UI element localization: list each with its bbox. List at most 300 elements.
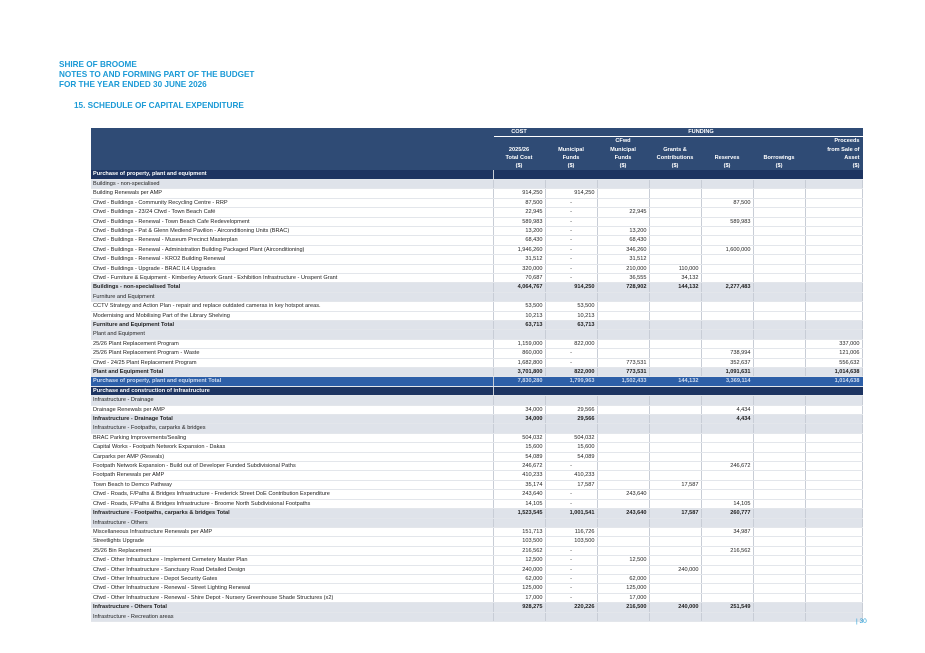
cell-value: 87,500 — [493, 198, 545, 207]
col-head — [753, 146, 805, 154]
cell-value — [597, 480, 649, 489]
cell-value: 144,132 — [649, 283, 701, 292]
table-row — [91, 358, 862, 367]
cell-value: 410,233 — [545, 471, 597, 480]
cell-value — [805, 452, 862, 461]
cell-value — [805, 236, 862, 245]
cell-value — [805, 490, 862, 499]
cell-value — [753, 320, 805, 329]
cell-value: 17,000 — [493, 593, 545, 602]
cell-value — [493, 424, 545, 433]
cell-value — [701, 208, 753, 217]
subsection-row — [91, 330, 862, 339]
cell-value: - — [545, 264, 597, 273]
row-label: Miscellaneous Infrastructure Renewals per AMP — [91, 527, 493, 536]
cell-value: 17,587 — [545, 480, 597, 489]
row-label: Carparks per AMP (Reseals) — [91, 452, 493, 461]
cell-value — [597, 339, 649, 348]
cell-value — [649, 198, 701, 207]
cell-value — [701, 443, 753, 452]
col-head: ($) — [545, 162, 597, 170]
cell-value — [701, 593, 753, 602]
cell-value — [701, 452, 753, 461]
table-row — [91, 226, 862, 235]
cell-value — [805, 433, 862, 442]
cell-value: 822,000 — [545, 339, 597, 348]
cell-value: - — [545, 208, 597, 217]
table-row — [91, 198, 862, 207]
cell-value: 1,682,800 — [493, 358, 545, 367]
cell-value — [597, 443, 649, 452]
cell-value — [753, 179, 805, 188]
cell-value — [649, 236, 701, 245]
cell-value — [597, 349, 649, 358]
row-label: 25/26 Plant Replacement Program — [91, 339, 493, 348]
grand-total-row — [91, 377, 862, 386]
cell-value — [493, 518, 545, 527]
cell-value: 14,105 — [493, 499, 545, 508]
cell-value: 22,945 — [597, 208, 649, 217]
cell-value — [597, 471, 649, 480]
cell-value — [649, 527, 701, 536]
cell-value — [805, 480, 862, 489]
row-label: Purchase and construction of infrastructure — [91, 386, 493, 395]
cell-value: 70,687 — [493, 273, 545, 282]
row-label: Plant and Equipment Total — [91, 368, 493, 377]
cell-value: 13,200 — [597, 226, 649, 235]
col-head: Total Cost — [493, 154, 545, 162]
cell-value — [805, 217, 862, 226]
table-row — [91, 349, 862, 358]
table-row — [91, 471, 862, 480]
cell-value — [597, 415, 649, 424]
row-label: 25/26 Plant Replacement Program - Waste — [91, 349, 493, 358]
cell-value — [753, 565, 805, 574]
cell-value — [701, 264, 753, 273]
cell-value — [597, 320, 649, 329]
col-head — [753, 137, 805, 146]
cell-value: - — [545, 245, 597, 254]
cell-value: 31,512 — [493, 255, 545, 264]
row-label: Capital Works - Footpath Network Expansion - Dakas — [91, 443, 493, 452]
cell-value — [701, 292, 753, 301]
row-label: Cfwd - Buildings - Pat & Glenn Medlend Pavilion - Airconditioning Units (BRAC) — [91, 226, 493, 235]
col-head: ($) — [753, 162, 805, 170]
cell-value — [649, 593, 701, 602]
table-row — [91, 208, 862, 217]
cell-value — [753, 584, 805, 593]
cell-value: 1,091,631 — [701, 368, 753, 377]
cell-value: 34,132 — [649, 273, 701, 282]
col-head: Municipal — [545, 146, 597, 154]
table-row — [91, 245, 862, 254]
col-head: CFwd — [597, 137, 649, 146]
cell-value — [649, 208, 701, 217]
cell-value — [649, 433, 701, 442]
cell-value — [597, 518, 649, 527]
table-row — [91, 433, 862, 442]
cell-value — [649, 189, 701, 198]
cell-value: - — [545, 593, 597, 602]
cell-value: 15,600 — [493, 443, 545, 452]
cell-value: 914,250 — [545, 283, 597, 292]
col-head: Funds — [545, 154, 597, 162]
cell-value — [701, 396, 753, 405]
table-row — [91, 490, 862, 499]
col-head: ($) — [701, 162, 753, 170]
total-row — [91, 509, 862, 518]
cell-value: 346,260 — [597, 245, 649, 254]
cell-value — [805, 518, 862, 527]
cell-value: 504,032 — [493, 433, 545, 442]
cell-value: - — [545, 358, 597, 367]
document-period: FOR THE YEAR ENDED 30 JUNE 2026 — [59, 80, 207, 89]
cell-value: 210,000 — [597, 264, 649, 273]
cell-value: 151,713 — [493, 527, 545, 536]
cell-value: 10,213 — [545, 311, 597, 320]
col-head: ($) — [597, 162, 649, 170]
cell-value — [597, 189, 649, 198]
cell-value — [805, 584, 862, 593]
cell-value — [701, 433, 753, 442]
cell-value: 216,562 — [493, 546, 545, 555]
cell-value — [649, 217, 701, 226]
document-title: NOTES TO AND FORMING PART OF THE BUDGET — [59, 70, 255, 79]
cell-value — [753, 217, 805, 226]
cell-value — [597, 537, 649, 546]
cell-value: 1,799,963 — [545, 377, 597, 386]
table-row — [91, 565, 862, 574]
col-head — [649, 137, 701, 146]
cell-value: 62,000 — [493, 574, 545, 583]
cell-value — [649, 462, 701, 471]
cell-value — [545, 170, 597, 179]
cell-value: 103,500 — [545, 537, 597, 546]
row-label: Furniture and Equipment Total — [91, 320, 493, 329]
cell-value — [649, 292, 701, 301]
cell-value — [753, 537, 805, 546]
cell-value: 17,000 — [597, 593, 649, 602]
cell-value — [701, 574, 753, 583]
cell-value — [545, 612, 597, 621]
cell-value — [649, 170, 701, 179]
cell-value — [597, 499, 649, 508]
cell-value — [805, 424, 862, 433]
row-label: Buildings - non-specialised Total — [91, 283, 493, 292]
cell-value — [753, 499, 805, 508]
cell-value: 17,587 — [649, 480, 701, 489]
table-row — [91, 452, 862, 461]
cell-value: 216,562 — [701, 546, 753, 555]
cell-value — [649, 255, 701, 264]
row-label: Footpath Renewals per AMP — [91, 471, 493, 480]
cell-value: 1,014,638 — [805, 368, 862, 377]
cell-value: - — [545, 198, 597, 207]
row-label: Cfwd - Other Infrastructure - Renewal - Shire Depot - Nursery Greenhouse Shade Structures (x2) — [91, 593, 493, 602]
cell-value: 246,672 — [701, 462, 753, 471]
cell-value — [805, 189, 862, 198]
cell-value: 240,000 — [493, 565, 545, 574]
cell-value — [805, 396, 862, 405]
cell-value — [597, 462, 649, 471]
col-head: Reserves — [701, 154, 753, 162]
cell-value: - — [545, 217, 597, 226]
col-head: Contributions — [649, 154, 701, 162]
cell-value — [753, 490, 805, 499]
row-label: Cfwd - Buildings - 23/24 Cfwd - Town Beach Café — [91, 208, 493, 217]
cell-value — [545, 292, 597, 301]
cell-value — [753, 462, 805, 471]
cell-value: 34,000 — [493, 405, 545, 414]
cell-value — [753, 480, 805, 489]
cell-value — [805, 415, 862, 424]
cell-value — [701, 471, 753, 480]
funding-group-label: FUNDING — [649, 128, 753, 137]
cell-value: 410,233 — [493, 471, 545, 480]
cell-value: 121,006 — [805, 349, 862, 358]
row-label: Modernising and Mobilising Part of the Library Shelving — [91, 311, 493, 320]
row-label: Cfwd - Other Infrastructure - Depot Security Gates — [91, 574, 493, 583]
row-label: Furniture and Equipment — [91, 292, 493, 301]
table-row — [91, 527, 862, 536]
cell-value — [701, 236, 753, 245]
cell-value — [649, 471, 701, 480]
cell-value — [805, 386, 862, 395]
cell-value — [649, 226, 701, 235]
cell-value: 240,000 — [649, 603, 701, 612]
cell-value — [545, 386, 597, 395]
cell-value — [805, 603, 862, 612]
row-label: Cfwd - Buildings - Renewal - Museum Precinct Masterplan — [91, 236, 493, 245]
cell-value: 68,430 — [493, 236, 545, 245]
cell-value — [649, 179, 701, 188]
table-row — [91, 273, 862, 282]
cell-value — [701, 490, 753, 499]
cell-value — [805, 471, 862, 480]
row-label: 25/26 Bin Replacement — [91, 546, 493, 555]
cell-value — [649, 368, 701, 377]
cell-value — [597, 546, 649, 555]
cell-value: 738,994 — [701, 349, 753, 358]
cell-value: 337,000 — [805, 339, 862, 348]
cell-value — [701, 480, 753, 489]
cell-value — [493, 170, 545, 179]
row-label: Plant and Equipment — [91, 330, 493, 339]
cell-value: 1,523,545 — [493, 509, 545, 518]
row-label: Cfwd - Buildings - Renewal - Administration Building Packaged Plant (Airconditioning) — [91, 245, 493, 254]
cell-value — [805, 574, 862, 583]
row-label: Purchase of property, plant and equipment Total — [91, 377, 493, 386]
cell-value: 13,200 — [493, 226, 545, 235]
cell-value — [597, 217, 649, 226]
row-label: Infrastructure - Others Total — [91, 603, 493, 612]
row-label: BRAC Parking Improvements/Sealing — [91, 433, 493, 442]
cell-value: - — [545, 236, 597, 245]
cell-value — [649, 546, 701, 555]
subsection-row — [91, 424, 862, 433]
row-label: Cfwd - Furniture & Equipment - Kimberley Artwork Grant - Exhibition Infrastructure - Unspent Grant — [91, 273, 493, 282]
cell-value — [649, 584, 701, 593]
cell-value: - — [545, 349, 597, 358]
cell-value: 103,500 — [493, 537, 545, 546]
cell-value: 320,000 — [493, 264, 545, 273]
cell-value — [649, 537, 701, 546]
cell-value: 62,000 — [597, 574, 649, 583]
cell-value: - — [545, 273, 597, 282]
table-row — [91, 499, 862, 508]
table-row — [91, 264, 862, 273]
page-number: | 30 — [856, 618, 867, 625]
cell-value: 914,250 — [545, 189, 597, 198]
cell-value — [701, 255, 753, 264]
cell-value — [545, 396, 597, 405]
cell-value — [597, 198, 649, 207]
cell-value — [753, 593, 805, 602]
cost-group-label: COST — [493, 128, 545, 137]
table-row — [91, 462, 862, 471]
cell-value — [805, 556, 862, 565]
table-row — [91, 556, 862, 565]
cell-value — [753, 208, 805, 217]
cell-value — [753, 236, 805, 245]
total-row — [91, 415, 862, 424]
row-label: Drainage Renewals per AMP — [91, 405, 493, 414]
cell-value: 216,500 — [597, 603, 649, 612]
cell-value — [597, 527, 649, 536]
cell-value — [753, 189, 805, 198]
subsection-row — [91, 179, 862, 188]
cell-value — [701, 518, 753, 527]
cell-value — [753, 612, 805, 621]
cell-value — [753, 368, 805, 377]
cell-value — [753, 415, 805, 424]
cell-value: 35,174 — [493, 480, 545, 489]
cell-value — [597, 179, 649, 188]
cell-value: 29,566 — [545, 415, 597, 424]
cell-value: 14,105 — [701, 499, 753, 508]
cell-value — [649, 311, 701, 320]
row-label: Cfwd - Roads, F/Paths & Bridges Infrastructure - Frederick Street DoE Contribution Expenditure — [91, 490, 493, 499]
cell-value: 1,159,000 — [493, 339, 545, 348]
cell-value — [805, 311, 862, 320]
cell-value — [753, 283, 805, 292]
cell-value: 556,632 — [805, 358, 862, 367]
cell-value — [493, 292, 545, 301]
row-label: Infrastructure - Drainage — [91, 396, 493, 405]
cell-value — [597, 433, 649, 442]
cell-value: 53,500 — [493, 302, 545, 311]
cell-value: 12,500 — [597, 556, 649, 565]
col-head: Proceeds — [805, 137, 862, 146]
cell-value — [649, 358, 701, 367]
cell-value: 63,713 — [545, 320, 597, 329]
cell-value: 10,213 — [493, 311, 545, 320]
total-row — [91, 368, 862, 377]
cell-value: 928,275 — [493, 603, 545, 612]
cell-value: 116,726 — [545, 527, 597, 536]
cell-value — [649, 612, 701, 621]
cell-value: 12,500 — [493, 556, 545, 565]
cell-value — [649, 245, 701, 254]
cell-value: 3,369,114 — [701, 377, 753, 386]
cell-value — [701, 424, 753, 433]
cell-value — [597, 386, 649, 395]
cell-value — [805, 593, 862, 602]
table-body — [91, 170, 862, 621]
row-label: CCTV Strategy and Action Plan - repair and replace outdated cameras in key hotspot areas. — [91, 302, 493, 311]
table-row — [91, 311, 862, 320]
cell-value — [753, 349, 805, 358]
cell-value: 1,600,000 — [701, 245, 753, 254]
col-head: Borrowings — [753, 154, 805, 162]
cell-value: 589,983 — [701, 217, 753, 226]
cell-value — [649, 518, 701, 527]
cell-value — [753, 264, 805, 273]
cell-value — [753, 574, 805, 583]
cell-value: 3,701,800 — [493, 368, 545, 377]
cell-value — [701, 537, 753, 546]
cell-value — [597, 311, 649, 320]
row-label: Infrastructure - Drainage Total — [91, 415, 493, 424]
cell-value: 63,713 — [493, 320, 545, 329]
cell-value: 4,434 — [701, 405, 753, 414]
cell-value — [753, 245, 805, 254]
col-head: from Sale of — [805, 146, 862, 154]
cell-value — [753, 471, 805, 480]
cell-value: - — [545, 565, 597, 574]
cell-value — [805, 170, 862, 179]
cell-value — [753, 198, 805, 207]
row-label: Cfwd - Other Infrastructure - Implement Cemetery Master Plan — [91, 556, 493, 565]
cell-value — [649, 499, 701, 508]
table-row — [91, 480, 862, 489]
cell-value: 4,434 — [701, 415, 753, 424]
cell-value — [805, 612, 862, 621]
cell-value — [753, 292, 805, 301]
section-title: 15. SCHEDULE OF CAPITAL EXPENDITURE — [74, 101, 244, 110]
cell-value: - — [545, 226, 597, 235]
cell-value — [649, 574, 701, 583]
row-label: Cfwd - Buildings - Upgrade - BRAC IL4 Upgrades — [91, 264, 493, 273]
row-label: Infrastructure - Footpaths, carparks & bridges Total — [91, 509, 493, 518]
table-row — [91, 255, 862, 264]
row-label: Buildings - non-specialised — [91, 179, 493, 188]
subsection-row — [91, 292, 862, 301]
row-label: Cfwd - Other Infrastructure - Sanctuary Road Detailed Design — [91, 565, 493, 574]
cell-value — [649, 405, 701, 414]
cell-value: 34,000 — [493, 415, 545, 424]
cell-value — [597, 396, 649, 405]
cell-value — [753, 302, 805, 311]
table-row — [91, 217, 862, 226]
cell-value — [545, 179, 597, 188]
cell-value — [805, 198, 862, 207]
row-label: Streetlights Upgrade — [91, 537, 493, 546]
cell-value: 54,089 — [493, 452, 545, 461]
cell-value — [597, 565, 649, 574]
table-row — [91, 302, 862, 311]
cell-value: - — [545, 490, 597, 499]
cell-value — [805, 405, 862, 414]
cell-value — [649, 415, 701, 424]
cell-value: 144,132 — [649, 377, 701, 386]
table-header — [91, 128, 862, 170]
cell-value — [545, 518, 597, 527]
cell-value — [649, 349, 701, 358]
cell-value: 773,531 — [597, 358, 649, 367]
cell-value — [701, 311, 753, 320]
cell-value — [753, 396, 805, 405]
